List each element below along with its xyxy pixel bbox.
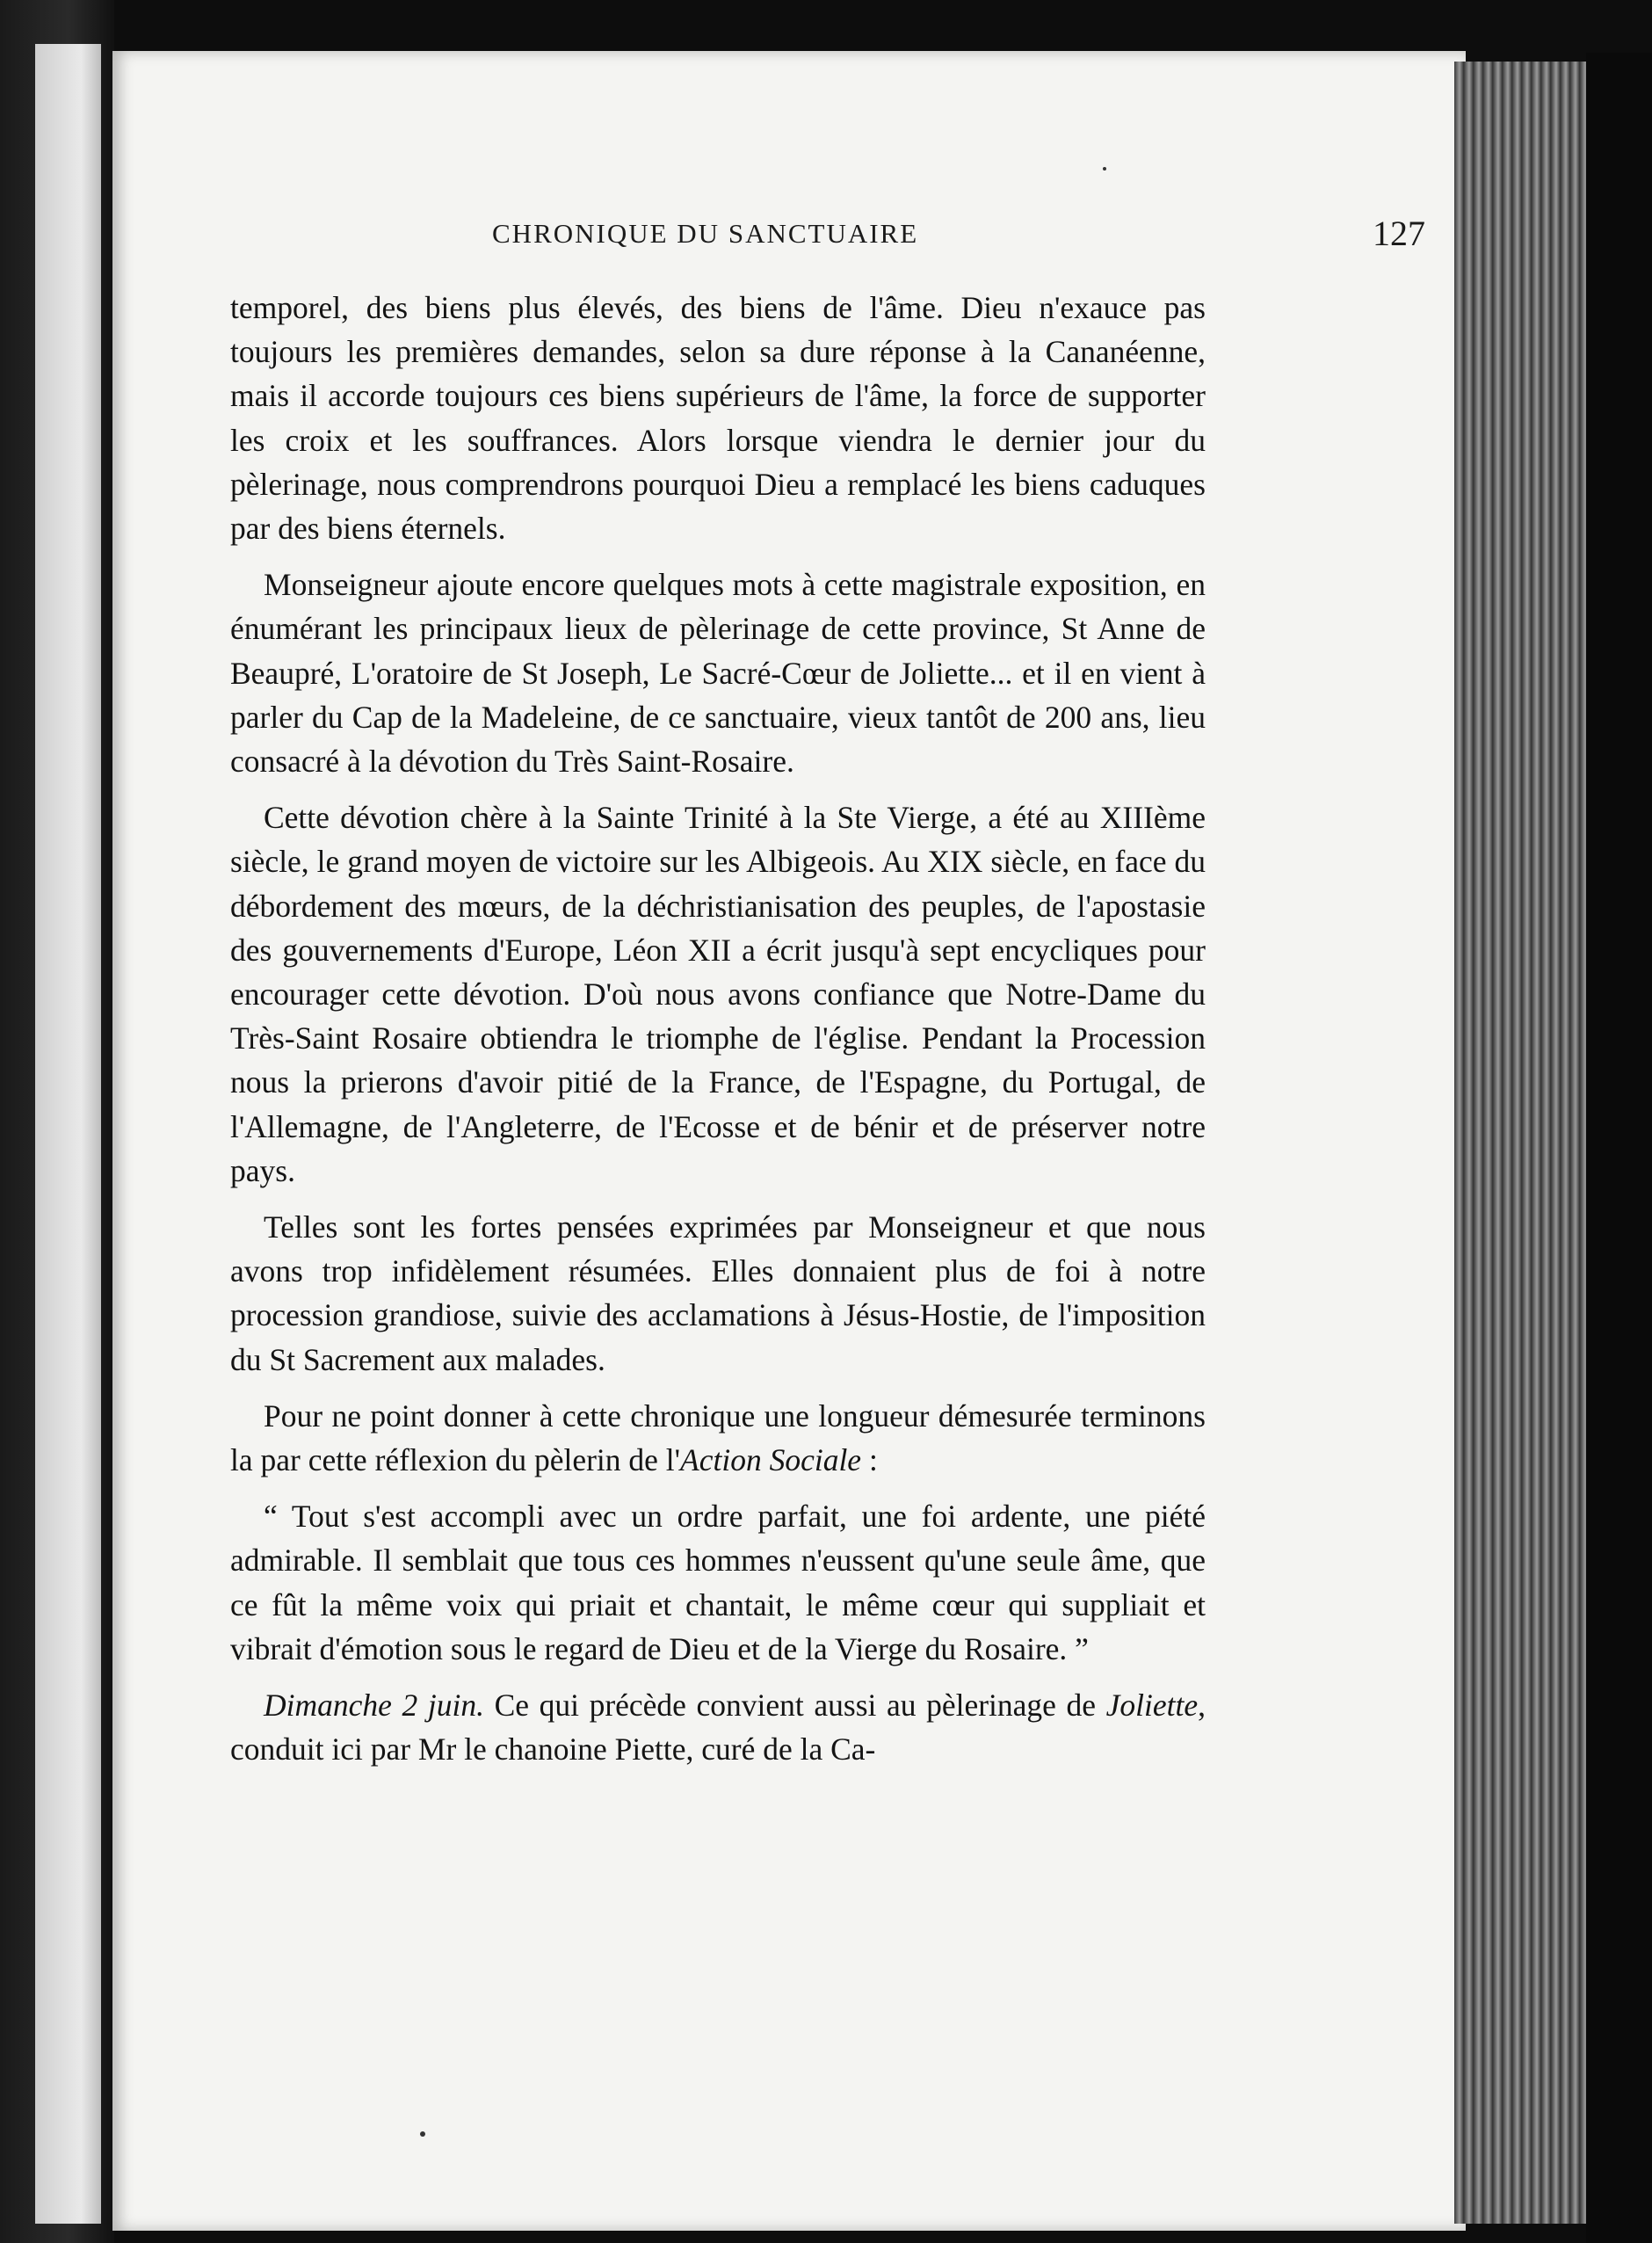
paragraph-5-after: : <box>861 1442 878 1478</box>
quotation: “ Tout s'est accompli avec un ordre parfait, une foi ardente, une piété admirable. Il semblait que tous ces hommes n'eussent qu'une seule âme, que ce fût la même voix qui priait et chantait, le même cœur qui suppliait et vibrait d'émotion sous le regard de Dieu et de la Vierge du Rosaire. ” <box>230 1499 1206 1666</box>
right-shadow <box>1586 53 1652 2243</box>
paragraph-last-text-b: , conduit ici par Mr le chanoine Piette, curé de la Ca- <box>230 1688 1206 1768</box>
page-number: 127 <box>1373 214 1425 253</box>
paragraph-5 <box>230 1394 1206 1482</box>
dust-speck <box>420 2131 425 2137</box>
running-title: CHRONIQUE DU SANCTUAIRE <box>492 218 919 249</box>
place-italic: Joliette <box>1105 1688 1199 1724</box>
paragraph-5-italic: Action Sociale <box>680 1442 862 1478</box>
paragraph-4: Telles sont les fortes pensées exprimées par Monseigneur et que nous avons trop infidèlement résumées. Elles donnaient plus de foi à notre procession grandiose, suivie des acclamations à Jésus-Hostie, de l'imposition du St Sacrement aux malades. <box>230 1209 1206 1377</box>
paragraph-5-text: Pour ne point donner à cette chronique une longueur démesurée terminons la par cette réflexion du pèlerin de l' <box>230 1397 1206 1478</box>
page-body <box>230 286 1206 1784</box>
paragraph-last-text-a: Ce qui précède convient aussi au pèlerinage de <box>483 1688 1106 1724</box>
previous-page-edge <box>35 44 101 2224</box>
paragraph-3: Cette dévotion chère à la Sainte Trinité à la Ste Vierge, a été au XIIIème siècle, le grand moyen de victoire sur les Albigeois. Au XIX siècle, en face du débordement des mœurs, de la déchristianisation des peuples, de l'apostasie des gouvernements d'Europe, Léon XII a écrit jusqu'à sept encycliques pour encourager cette dévotion. D'où nous avons confiance que Notre-Dame du Très-Saint Rosaire obtiendra le triomphe de l'église. Pendant la Procession nous la prierons d'avoir pitié de la France, de l'Espagne, du Portugal, de l'Allemagne, de l'Angleterre, de l'Ecosse et de bénir et de préserver notre pays. <box>230 800 1206 1188</box>
paragraph-1: temporel, des biens plus élevés, des biens de l'âme. Dieu n'exauce pas toujours les premières demandes, selon sa dure réponse à la Cananéenne, mais il accorde toujours ces biens supérieurs de l'âme, la force de supporter les croix et les souffrances. Alors lorsque viendra le dernier jour du pèlerinage, nous comprendrons pourquoi Dieu a remplacé les biens caduques par des biens éternels. <box>230 290 1206 547</box>
dust-speck <box>1103 167 1106 171</box>
paragraph-last <box>230 1683 1206 1771</box>
date-italic: Dimanche 2 juin. <box>264 1688 484 1724</box>
paragraph-2: Monseigneur ajoute encore quelques mots à cette magistrale exposition, en énumérant les principaux lieux de pèlerinage de cette province, St Anne de Beaupré, L'oratoire de St Joseph, Le Sacré-Cœur de Joliette... et il en vient à parler du Cap de la Madeleine, de ce sanctuaire, vieux tantôt de 200 ans, lieu consacré à la dévotion du Très Saint-Rosaire. <box>230 567 1206 780</box>
page-stack-edge <box>1454 62 1586 2224</box>
